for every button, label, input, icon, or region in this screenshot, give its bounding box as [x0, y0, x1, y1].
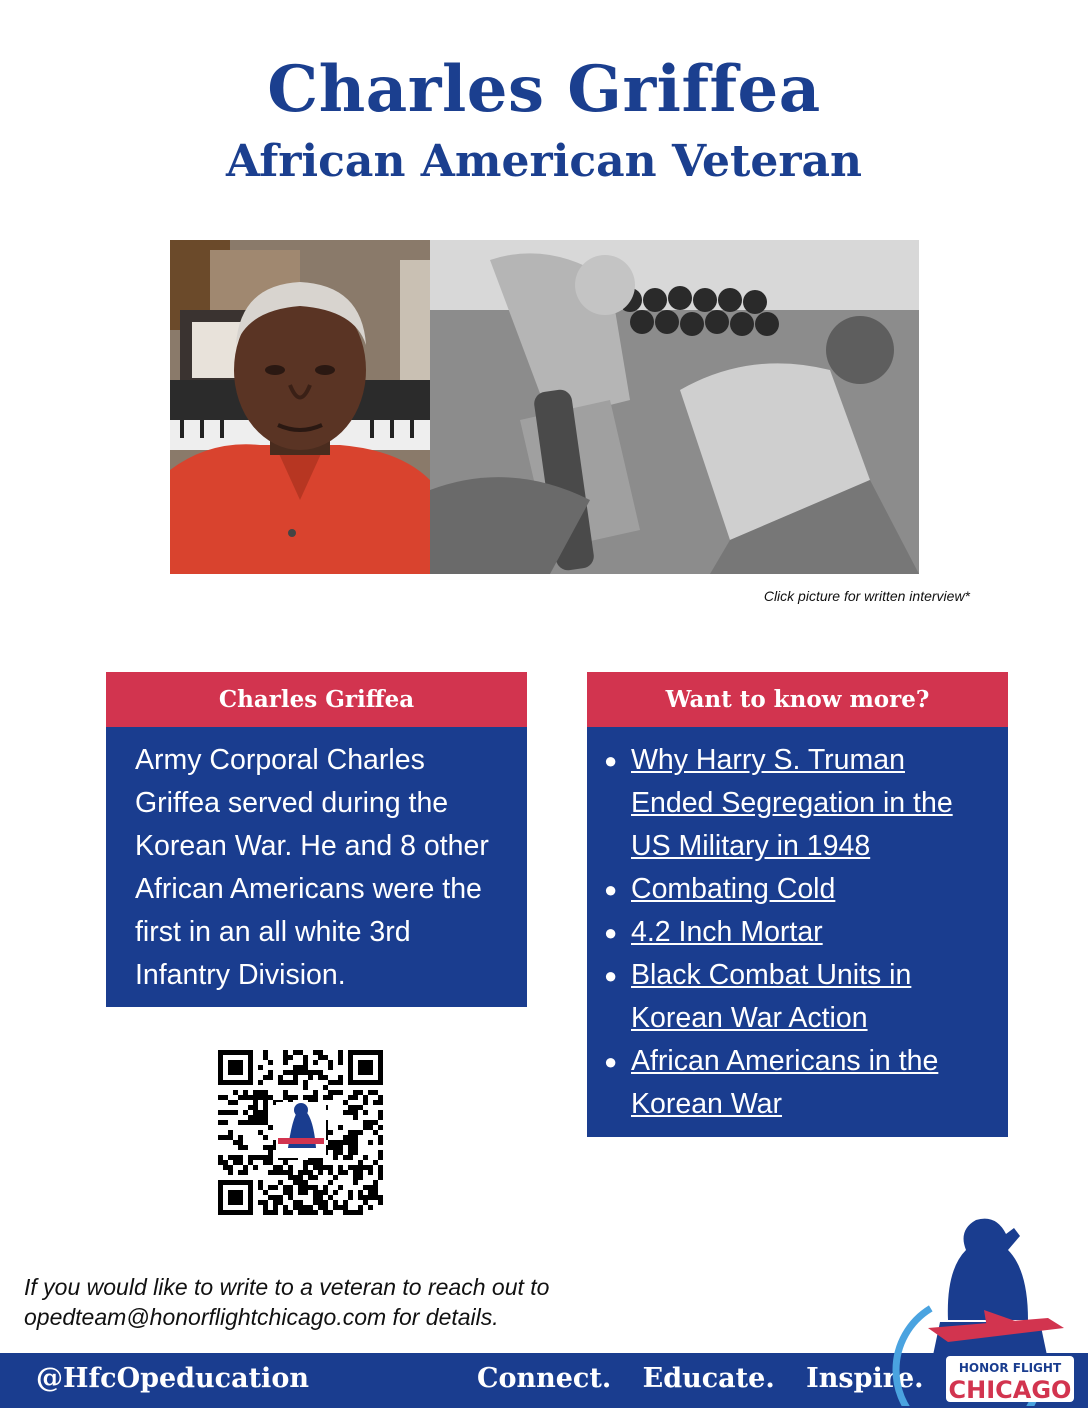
- tagline: [477, 1363, 946, 1394]
- page-subtitle: African American Veteran: [225, 136, 863, 187]
- page-title: Charles Griffea: [267, 52, 821, 127]
- veteran-portrait-photo: [170, 240, 430, 574]
- logo-text-line1: HONOR FLIGHT: [958, 1361, 1062, 1375]
- list-item: [604, 1040, 994, 1126]
- list-item: [604, 954, 994, 1040]
- more-info-card: [587, 672, 1008, 1137]
- resource-link-list: [587, 727, 1008, 1126]
- bio-text: Army Corporal Charles Griffea served during the Korean War. He and 8 other African Americans were the first in an all white 3rd Infantry Division.: [135, 744, 489, 991]
- more-info-heading: Want to know more?: [587, 672, 1008, 727]
- photo-caption: Click picture for written interview*: [763, 588, 970, 604]
- link-mortar[interactable]: 4.2 Inch Mortar: [631, 916, 823, 948]
- list-item: [604, 868, 994, 911]
- list-item: [604, 911, 994, 954]
- bullet-icon: ●: [604, 1049, 618, 1074]
- link-combating-cold[interactable]: Combating Cold: [631, 873, 836, 905]
- bio-card-heading: Charles Griffea: [106, 672, 527, 727]
- bullet-icon: ●: [604, 920, 618, 945]
- bullet-icon: ●: [604, 748, 618, 773]
- interview-photo-link[interactable]: [170, 240, 919, 574]
- bullet-icon: ●: [604, 963, 618, 988]
- link-black-combat-units[interactable]: Black Combat Units in Korean War Action: [631, 959, 912, 1034]
- logo-text-line2: CHICAGO: [948, 1376, 1072, 1404]
- link-truman-segregation[interactable]: Why Harry S. Truman Ended Segregation in the US Military in 1948: [631, 744, 953, 862]
- bullet-icon: ●: [604, 877, 618, 902]
- qr-code: [218, 1050, 383, 1215]
- honor-flight-chicago-logo: [888, 1210, 1074, 1406]
- contact-note: If you would like to write to a veteran to reach out to opedteam@honorflightchicago.com for details.: [24, 1274, 550, 1330]
- tagline-inspire: Inspire.: [806, 1363, 924, 1394]
- bio-card: [106, 672, 527, 1007]
- tagline-educate: Educate.: [642, 1363, 775, 1394]
- link-african-americans-korean-war[interactable]: African Americans in the Korean War: [631, 1045, 939, 1120]
- list-item: [604, 739, 994, 868]
- tagline-connect: Connect.: [477, 1363, 612, 1394]
- social-handle: @HfcOpeducation: [36, 1363, 309, 1394]
- korean-war-mortar-crew-photo: [430, 240, 919, 574]
